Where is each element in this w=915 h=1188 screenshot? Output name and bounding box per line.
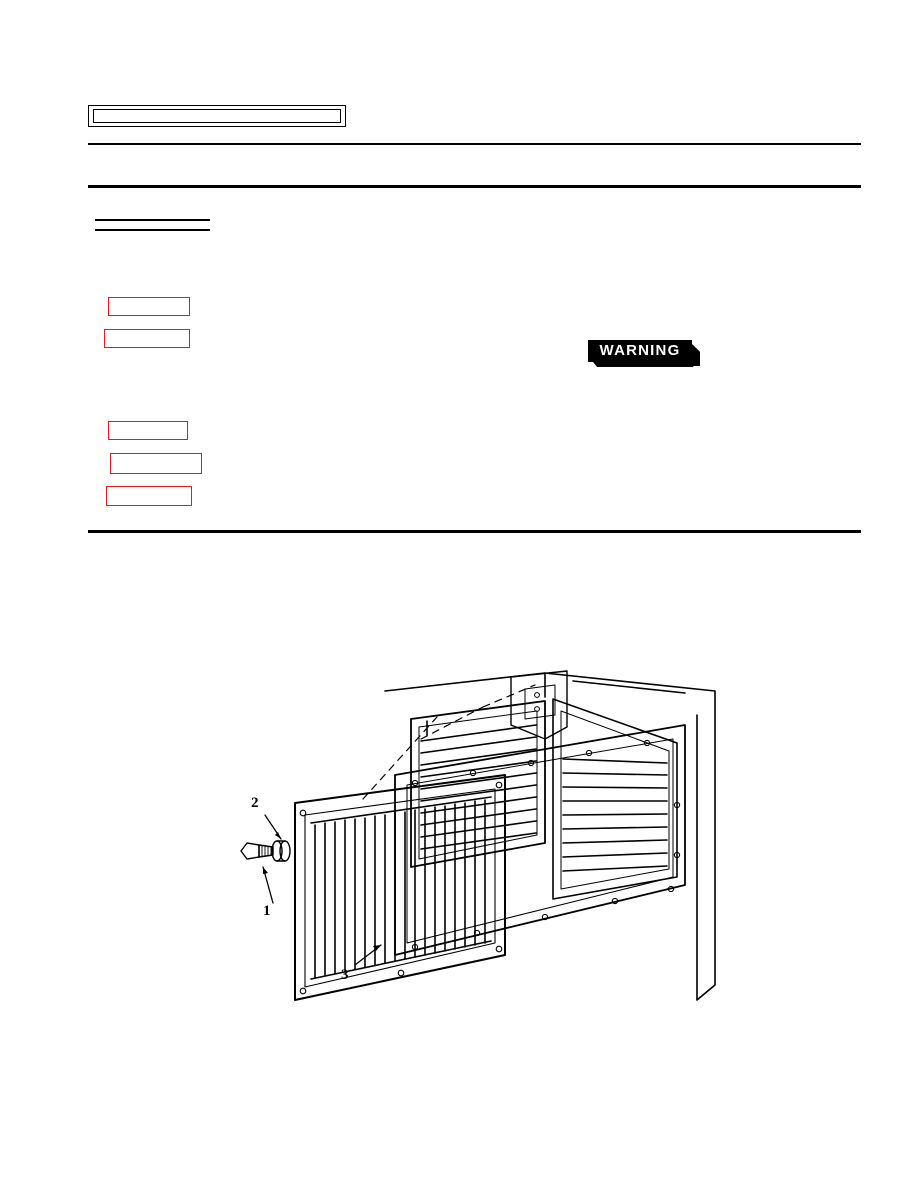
header-title-box	[88, 105, 346, 127]
redacted-line-4	[110, 453, 202, 474]
warning-banner-shadow-bottom	[593, 362, 697, 367]
figure-callout-3: 3	[341, 967, 349, 983]
warning-banner-label: WARNING	[599, 342, 681, 359]
figure-louver-panel-assembly	[215, 655, 775, 1035]
figure-callout-1: 1	[263, 903, 271, 919]
redacted-line-3	[108, 421, 188, 440]
redacted-line-5	[106, 486, 192, 506]
redacted-line-2	[104, 329, 190, 348]
figure-callout-2: 2	[251, 795, 259, 811]
section-heading-underline-2	[95, 229, 210, 231]
warning-banner	[588, 340, 700, 366]
header-title-box-inner	[93, 109, 341, 123]
header-rule	[88, 143, 861, 145]
section-heading-text	[95, 205, 210, 219]
section-bottom-rule	[88, 530, 861, 533]
section-top-rule	[88, 185, 861, 188]
section-heading-underline-1	[95, 219, 210, 221]
redacted-line-1	[108, 297, 190, 316]
